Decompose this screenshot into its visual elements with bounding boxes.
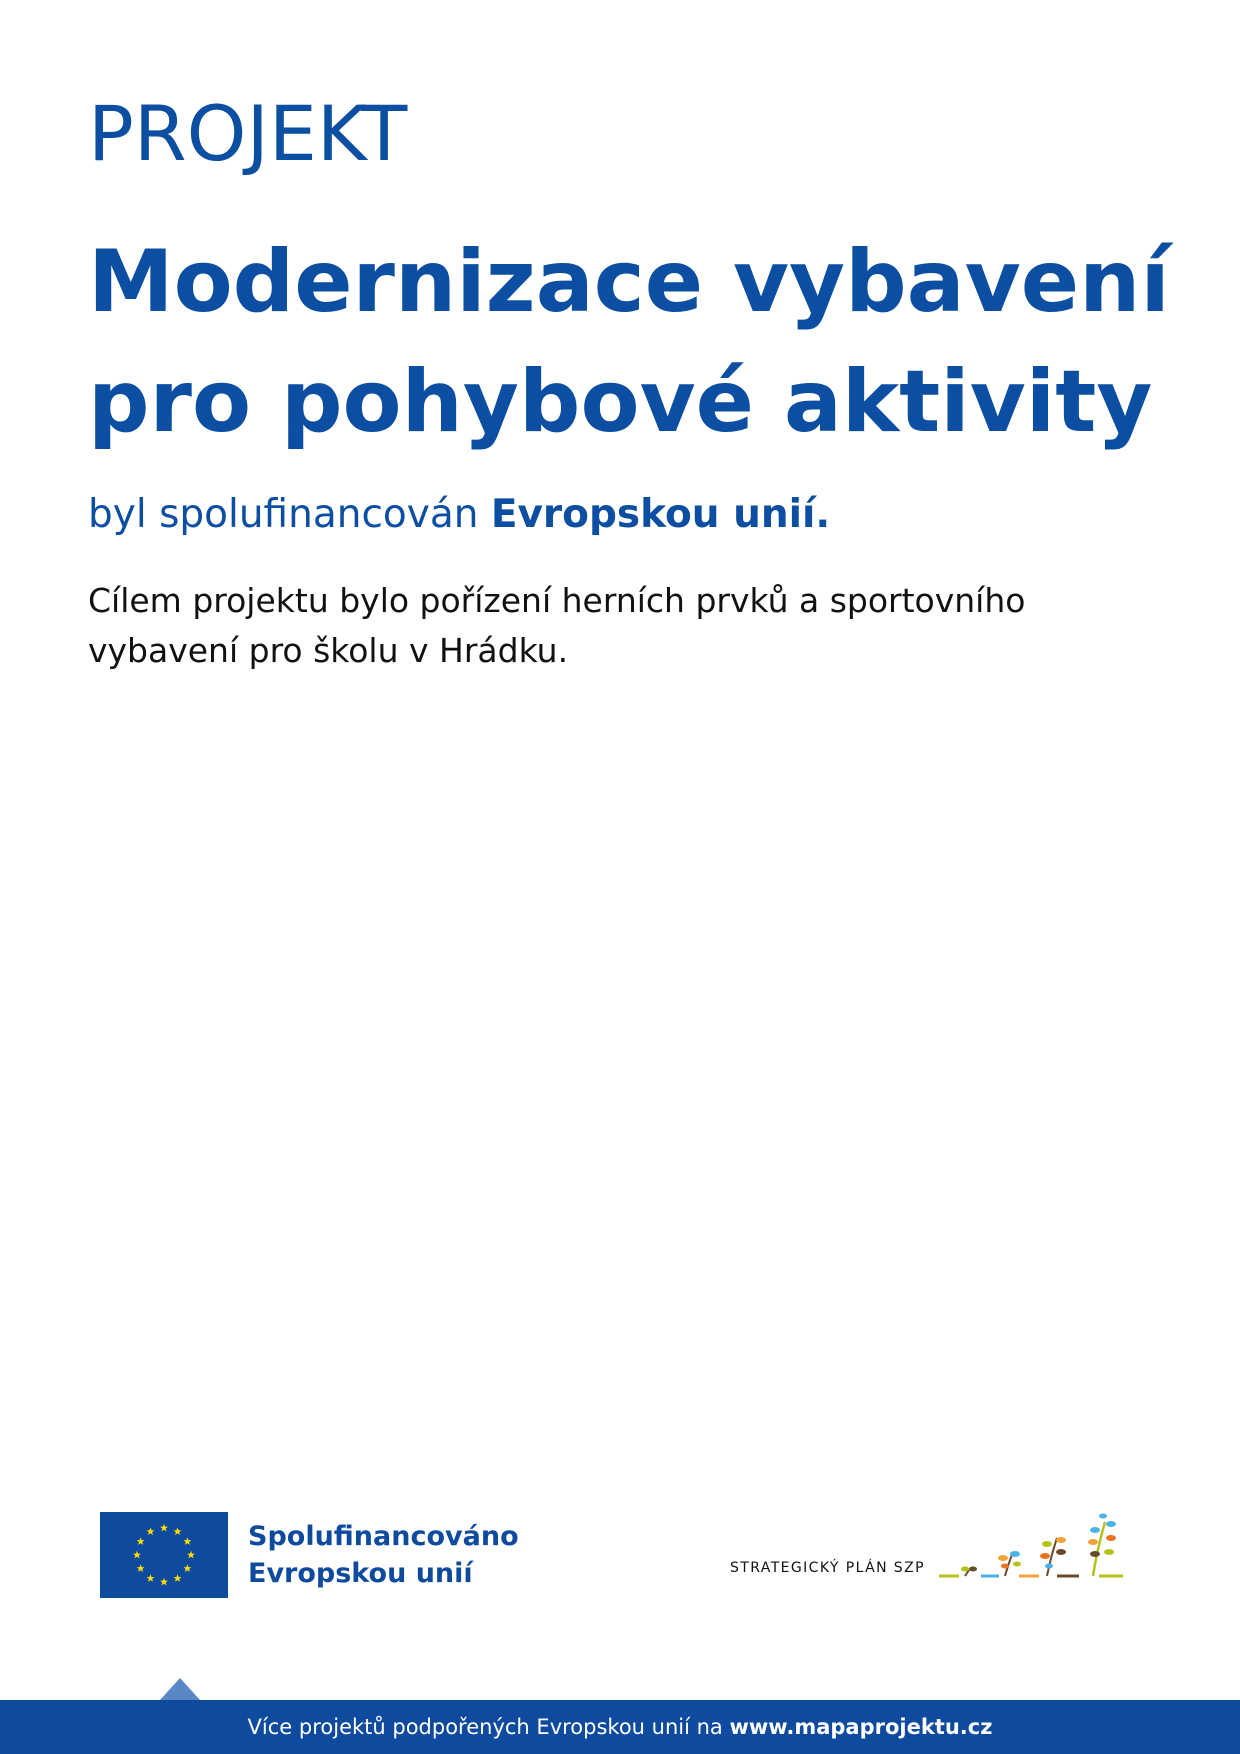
szp-plants-icon	[935, 1510, 1145, 1582]
cofinanced-prefix: byl spolufinancován	[88, 492, 491, 537]
page-kicker: PROJEKT	[88, 89, 408, 178]
strategicky-plan-szp-logo	[730, 1510, 1145, 1582]
eu-logo-line-1: Spolufinancováno	[248, 1521, 519, 1552]
eu-flag-icon	[100, 1512, 228, 1598]
cofinanced-statement	[88, 490, 830, 540]
footer-bar	[0, 1700, 1240, 1754]
project-title-line-1: Modernizace vybavení	[88, 232, 1170, 332]
project-description	[88, 576, 1088, 676]
footer-text: Více projektů podpořených Evropskou unií na	[247, 1715, 730, 1739]
footer-arrow-icon	[160, 1678, 200, 1700]
eu-logo-text	[248, 1518, 519, 1592]
description-line-1: Cílem projektu bylo pořízení herních prvků a sportovního	[88, 581, 1026, 620]
eu-cofinanced-logo	[100, 1512, 519, 1598]
eu-logo-line-2: Evropskou unií	[248, 1558, 473, 1589]
cofinanced-emphasis: Evropskou unií.	[490, 492, 831, 537]
footer-link[interactable]: www.mapaprojektu.cz	[729, 1715, 993, 1739]
project-title-line-2: pro pohybové aktivity	[88, 352, 1153, 452]
description-line-2: vybavení pro školu v Hrádku.	[88, 631, 569, 670]
project-title	[88, 222, 1170, 462]
szp-logo-label: STRATEGICKÝ PLÁN SZP	[730, 1560, 925, 1576]
